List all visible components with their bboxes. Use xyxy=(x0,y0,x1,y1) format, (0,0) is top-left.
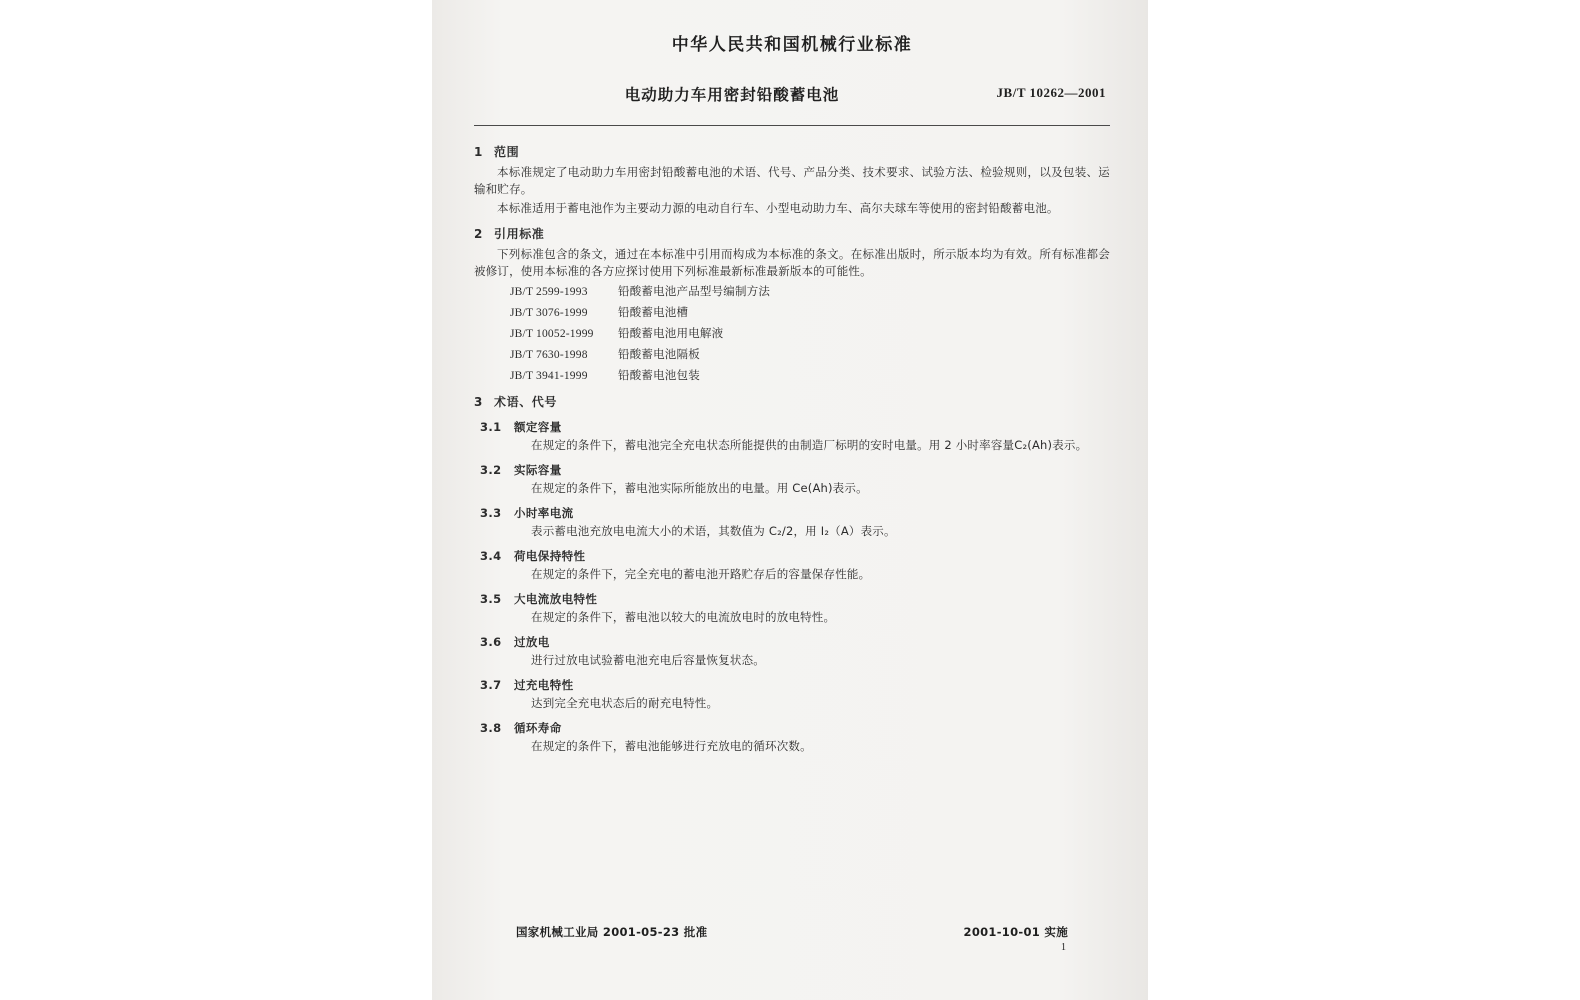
subsection-number: 3.4 xyxy=(480,548,502,563)
reference-name: 铅酸蓄电池槽 xyxy=(618,304,689,319)
subsection-text-3-6: 进行过放电试验蓄电池充电后容量恢复状态。 xyxy=(531,653,765,667)
subsection-title: 大电流放电特性 xyxy=(514,591,598,606)
document-body xyxy=(474,144,1110,756)
subsection-title: 循环寿命 xyxy=(514,720,562,735)
subsection-title: 荷电保持特性 xyxy=(514,548,586,563)
subsection-title: 过放电 xyxy=(514,634,550,649)
section-1-paragraph-2: 本标准适用于蓄电池作为主要动力源的电动自行车、小型电动助力车、高尔夫球车等使用的密封铅酸蓄电池。 xyxy=(497,200,1059,215)
list-item xyxy=(474,283,1110,302)
subsection-number: 3.2 xyxy=(480,462,502,477)
section-title-2: 引用标准 xyxy=(494,227,545,241)
subsection-title: 过充电特性 xyxy=(514,677,574,692)
reference-code: JB/T 10052-1999 xyxy=(510,327,594,340)
subsection-text-3-2: 在规定的条件下，蓄电池实际所能放出的电量。用 Ce(Ah)表示。 xyxy=(531,481,868,495)
section-title-3: 术语、代号 xyxy=(494,395,558,409)
subsection-heading-3-2 xyxy=(474,462,1110,480)
subsection-number: 3.3 xyxy=(480,505,502,520)
scanned-page xyxy=(432,0,1148,1000)
document-header: 中华人民共和国机械行业标准 xyxy=(671,35,913,55)
subsection-text-3-8: 在规定的条件下，蓄电池能够进行充放电的循环次数。 xyxy=(531,739,812,753)
footer-effective-date: 2001-10-01 实施 xyxy=(963,925,1068,939)
page-number: 1 xyxy=(1061,942,1066,953)
list-item xyxy=(474,346,1110,365)
subsection-heading-3-7 xyxy=(474,677,1110,695)
subsection-number: 3.8 xyxy=(480,720,502,735)
list-item xyxy=(474,325,1110,344)
subsection-text-3-1: 在规定的条件下，蓄电池完全充电状态所能提供的由制造厂标明的安时电量。用 2 小时率容量C₂(Ah)表示。 xyxy=(531,438,1088,452)
section-number-2: 2 xyxy=(474,227,483,241)
subsection-title: 额定容量 xyxy=(514,419,562,434)
list-item xyxy=(474,367,1110,386)
section-title-1: 范围 xyxy=(494,145,520,159)
section-heading-1 xyxy=(474,144,1110,162)
page-footer xyxy=(516,924,1068,954)
reference-code: JB/T 3076-1999 xyxy=(510,306,588,319)
subsection-title: 小时率电流 xyxy=(514,505,574,520)
reference-code: JB/T 7630-1998 xyxy=(510,348,588,361)
page-content xyxy=(474,18,1110,982)
list-item xyxy=(474,304,1110,323)
standard-code: JB/T 10262—2001 xyxy=(996,85,1106,100)
section-heading-2 xyxy=(474,226,1110,244)
reference-name: 铅酸蓄电池包装 xyxy=(618,367,700,382)
subsection-number: 3.6 xyxy=(480,634,502,649)
footer-approval: 国家机械工业局 2001-05-23 批准 xyxy=(516,925,708,939)
subsection-heading-3-3 xyxy=(474,505,1110,523)
title-row xyxy=(474,83,1110,109)
subsection-number: 3.7 xyxy=(480,677,502,692)
reference-name: 铅酸蓄电池用电解液 xyxy=(618,325,724,340)
section-number-1: 1 xyxy=(474,145,483,159)
reference-code: JB/T 2599-1993 xyxy=(510,285,588,298)
reference-name: 铅酸蓄电池产品型号编制方法 xyxy=(618,283,771,298)
subsection-title: 实际容量 xyxy=(514,462,562,477)
subsection-text-3-3: 表示蓄电池充放电电流大小的术语，其数值为 C₂/2，用 I₂（A）表示。 xyxy=(531,524,896,538)
reference-standards-list xyxy=(474,283,1110,386)
subsection-text-3-4: 在规定的条件下，完全充电的蓄电池开路贮存后的容量保存性能。 xyxy=(531,567,871,581)
subsection-heading-3-5 xyxy=(474,591,1110,609)
section-number-3: 3 xyxy=(474,395,483,409)
subsection-heading-3-8 xyxy=(474,720,1110,738)
section-2-paragraph-1: 下列标准包含的条文，通过在本标准中引用而构成为本标准的条文。在标准出版时，所示版本均为有效。所有标准都会被修订，使用本标准的各方应探讨使用下列标准最新标准最新版本的可能性。 xyxy=(474,246,1110,278)
section-heading-3 xyxy=(474,394,1110,412)
subsection-number: 3.5 xyxy=(480,591,502,606)
subsection-text-3-7: 达到完全充电状态后的耐充电特性。 xyxy=(531,696,719,710)
header-divider xyxy=(474,125,1110,126)
subsection-heading-3-6 xyxy=(474,634,1110,652)
subsection-heading-3-4 xyxy=(474,548,1110,566)
reference-name: 铅酸蓄电池隔板 xyxy=(618,346,700,361)
subsection-number: 3.1 xyxy=(480,419,502,434)
reference-code: JB/T 3941-1999 xyxy=(510,369,588,382)
subsection-text-3-5: 在规定的条件下，蓄电池以较大的电流放电时的放电特性。 xyxy=(531,610,836,624)
subsection-heading-3-1 xyxy=(474,419,1110,437)
section-1-paragraph-1: 本标准规定了电动助力车用密封铅酸蓄电池的术语、代号、产品分类、技术要求、试验方法、检验规则，以及包装、运输和贮存。 xyxy=(474,164,1110,196)
document-title: 电动助力车用密封铅酸蓄电池 xyxy=(624,86,840,104)
